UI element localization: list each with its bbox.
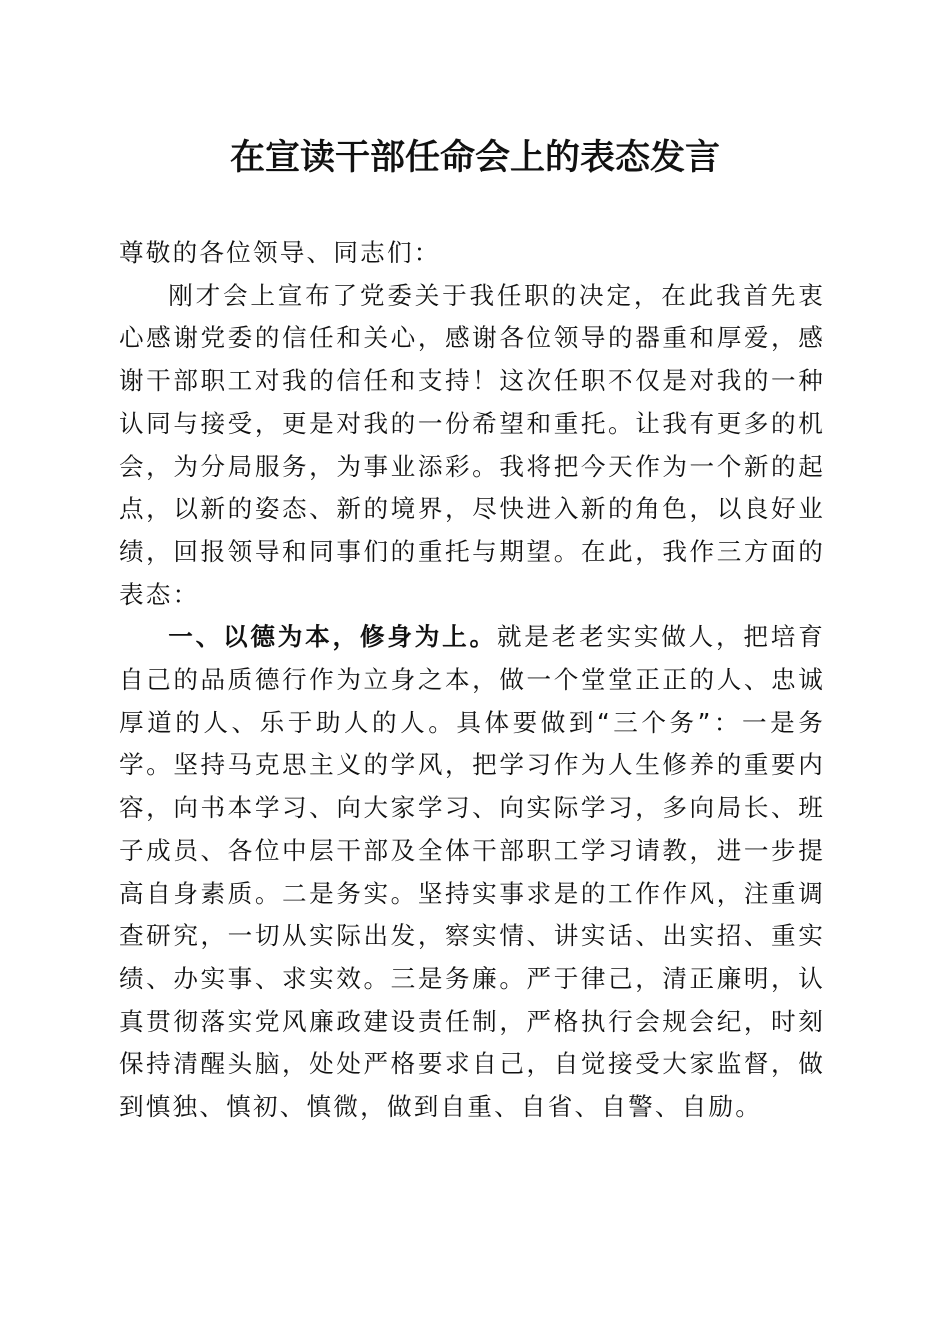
section-1-text: 就是老老实实做人，把培育自己的品质德行作为立身之本，做一个堂堂正正的人、忠诚厚道的人、乐于助人的人。具体要做到“三个务”：一是务学。坚持马克思主义的学风，把学习作为人生修养的重要内容，向书本学习、向大家学习、向实际学习，多向局长、班子成员、各位中层干部及全体干部职工学习请教，进一步提高自身素质。二是务实。坚持实事求是的工作作风，注重调查研究，一切从实际出发，察实情、讲实话、出实招、重实绩、办实事、求实效。三是务廉。严于律己，清正廉明，认真贯彻落实党风廉政建设责任制，严格执行会规会纪，时刻保持清醒头脑，处处严格要求自己，自觉接受大家监督，做到慎独、慎初、慎微，做到自重、自省、自警、自励。 <box>119 622 825 1122</box>
salutation: 尊敬的各位领导、同志们： <box>119 238 441 267</box>
paragraph-section-1 <box>119 616 825 1128</box>
paragraph-intro: 刚才会上宣布了党委关于我任职的决定，在此我首先衷心感谢党委的信任和关心，感谢各位领导的器重和厚爱，感谢干部职工对我的信任和支持！这次任职不仅是对我的一种认同与接受，更是对我的一份希望和重托。让我有更多的机会，为分局服务，为事业添彩。我将把今天作为一个新的起点，以新的姿态、新的境界，尽快进入新的角色，以良好业绩，回报领导和同事们的重托与期望。在此，我作三方面的表态： <box>119 280 825 609</box>
document-title: 在宣读干部任命会上的表态发言 <box>229 137 720 178</box>
section-1-heading: 一、以德为本，修身为上。 <box>168 622 497 652</box>
document-body <box>119 232 825 1129</box>
